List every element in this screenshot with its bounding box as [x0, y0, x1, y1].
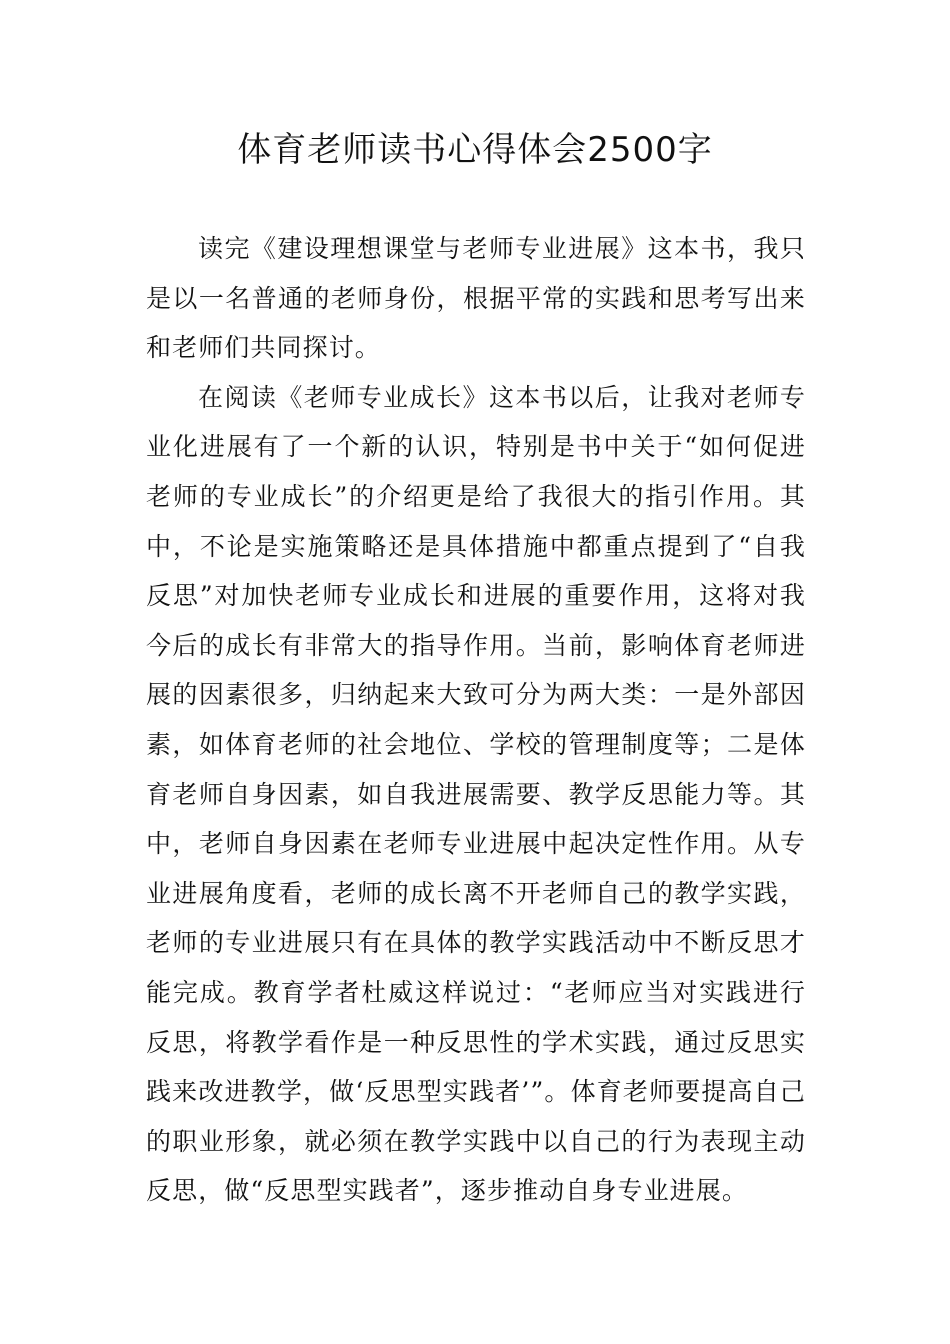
document-title: 体育老师读书心得体会2500字	[237, 130, 713, 170]
paragraph-2: 在阅读《老师专业成长》这本书以后，让我对老师专业化进展有了一个新的认识，特别是书中关于“如何促进老师的专业成长”的介绍更是给了我很大的指引作用。其中，不论是实施策略还是具体措施中都重点提到了“自我反思”对加快老师专业成长和进展的重要作用，这将对我今后的成长有非常大的指导作用。当前，影响体育老师进展的因素很多，归纳起来大致可分为两大类：一是外部因素，如体育老师的社会地位、学校的管理制度等；二是体育老师自身因素，如自我进展需要、教学反思能力等。其中，老师自身因素在老师专业进展中起决定性作用。从专业进展角度看，老师的成长离不开老师自己的教学实践，老师的专业进展只有在具体的教学实践活动中不断反思才能完成。教育学者杜威这样说过：“老师应当对实践进行反思，将教学看作是一种反思性的学术实践，通过反思实践来改进教学，做‘反思型实践者’”。体育老师要提高自己的职业形象，就必须在教学实践中以自己的行为表现主动反思，做“反思型实践者”，逐步推动自身专业进展。	[146, 382, 806, 1206]
paragraph-1: 读完《建设理想课堂与老师专业进展》这本书，我只是以一名普通的老师身份，根据平常的实践和思考写出来和老师们共同探讨。	[146, 234, 806, 363]
document-body	[146, 224, 806, 1216]
